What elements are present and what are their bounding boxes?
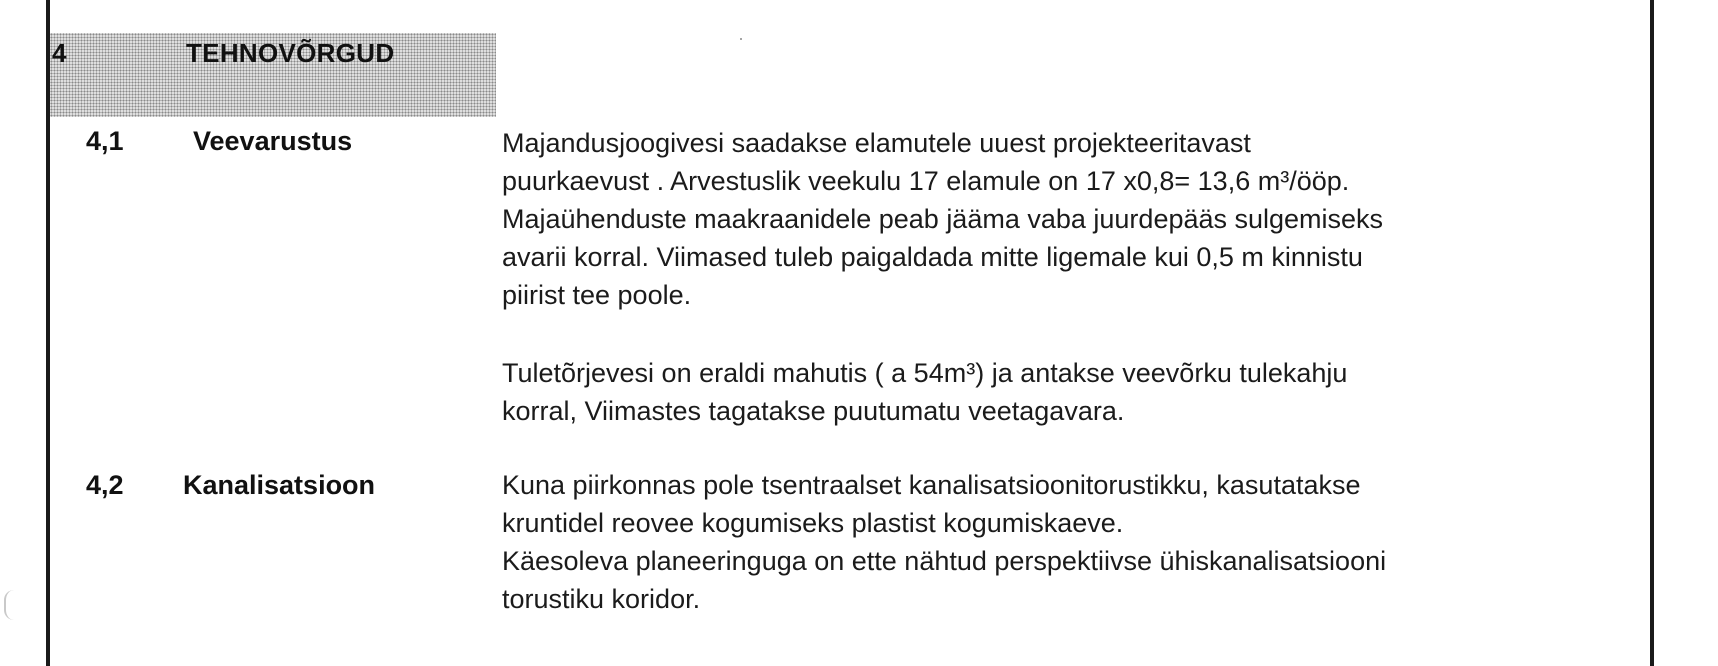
subsection-number-water-supply: 4,1: [86, 126, 124, 156]
paragraph-water-supply-2: [502, 354, 1347, 430]
subsection-title-water-supply: Veevarustus: [193, 126, 353, 156]
section-title: TEHNOVÕRGUD: [186, 38, 395, 68]
subsection-number-sewerage: 4,2: [86, 470, 124, 500]
scan-edge-mark: [4, 590, 22, 620]
subsection-title-sewerage: Kanalisatsioon: [183, 470, 376, 500]
paragraph-water-supply-1: [502, 124, 1383, 314]
text-line: puurkaevust . Arvestuslik veekulu 17 elamule on 17 x0,8= 13,6 m³/ööp.: [502, 166, 1350, 196]
text-line: Kuna piirkonnas pole tsentraalset kanalisatsioonitorustikku, kasutatakse: [502, 470, 1361, 500]
text-line: torustiku koridor.: [502, 584, 701, 614]
text-line: Tuletõrjevesi on eraldi mahutis ( a 54m³) ja antakse veevõrku tulekahju: [502, 358, 1348, 388]
text-line: piirist tee poole.: [502, 280, 692, 310]
section-number: 4: [52, 38, 67, 68]
text-line: korral, Viimastes tagatakse puutumatu veetagavara.: [502, 396, 1125, 426]
paragraph-sewerage-1: [502, 466, 1361, 542]
scan-speck: [740, 38, 742, 40]
text-line: kruntidel reovee kogumiseks plastist kogumiskaeve.: [502, 508, 1124, 538]
text-line: Majaühenduste maakraanidele peab jääma vaba juurdepääs sulgemiseks: [502, 204, 1384, 234]
text-line: Majandusjoogivesi saadakse elamutele uuest projekteeritavast: [502, 128, 1251, 158]
text-line: Käesoleva planeeringuga on ette nähtud perspektiivse ühiskanalisatsiooni: [502, 546, 1387, 576]
paragraph-sewerage-2: [502, 542, 1386, 618]
text-line: avarii korral. Viimased tuleb paigaldada mitte ligemale kui 0,5 m kinnistu: [502, 242, 1363, 272]
